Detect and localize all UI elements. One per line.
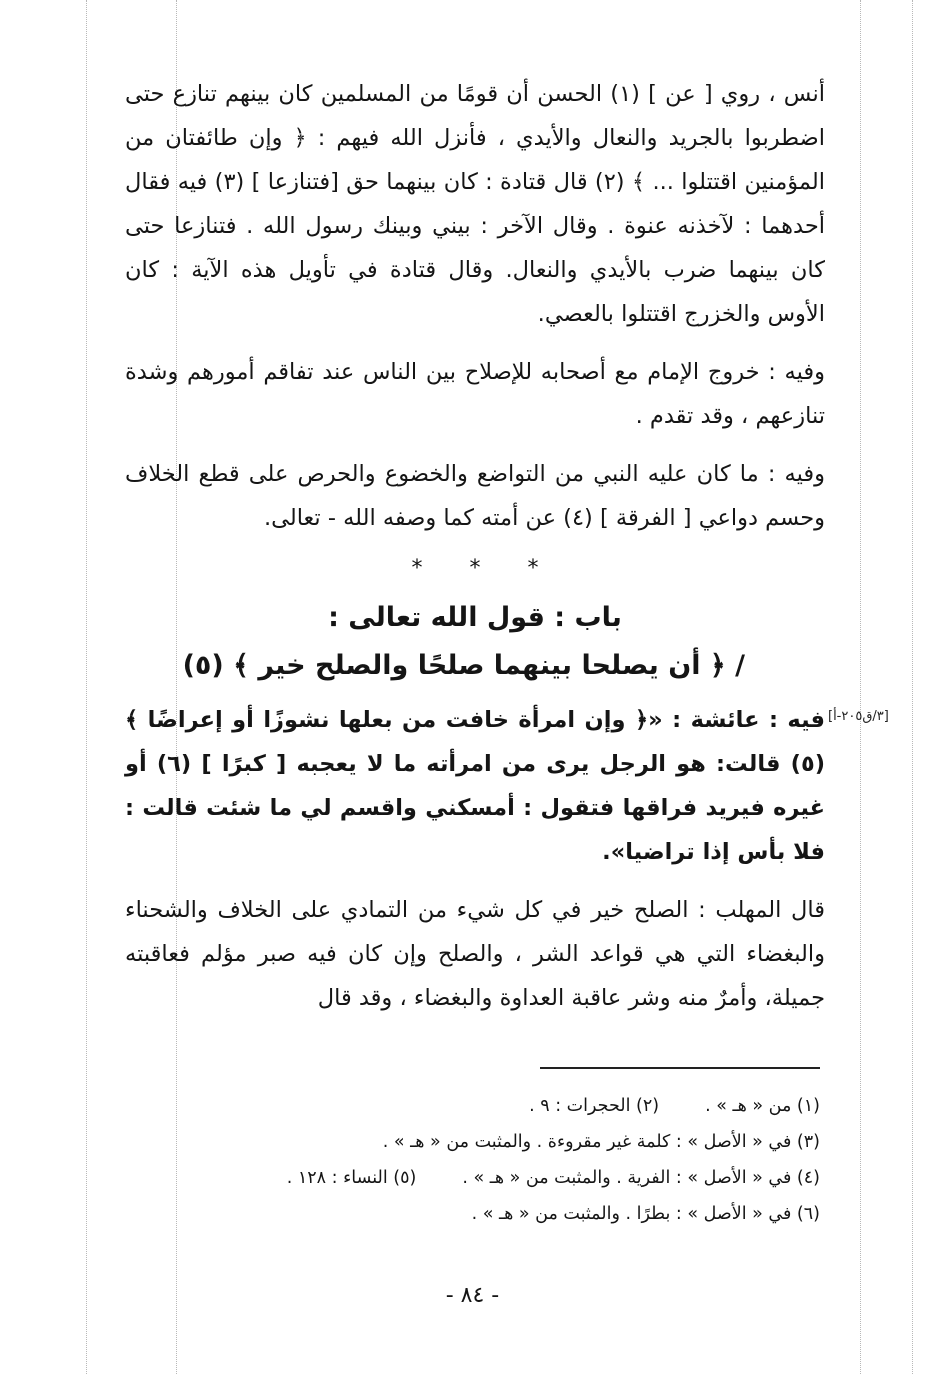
- hadith-paragraph: فيه : عائشة : «﴿ وإن امرأة خافت من بعلها نشوزًا أو إعراضًا ﴾ (٥) قالت: هو الرجل يرى من امرأته ما لا يعجبه [ كبرًا ] (٦) أو غيره فيريد فراقها فتقول : أمسكني واقسم لي ما شئت قالت : فلا بأس إذا تراضيا».: [125, 707, 825, 865]
- footnote-text: (٣) في « الأصل » : كلمة غير مقروءة . والمثبت من « هـ » .: [382, 1132, 820, 1152]
- body-paragraph-1: أنس ، روي [ عن ] (١) الحسن أن قومًا من المسلمين كان بينهم تنازع حتى اضطربوا بالجريد والنعال والأيدي ، فأنزل الله فيهم : ﴿ وإن طائفتان من المؤمنين اقتتلوا ... ﴾ (٢) قال قتادة : كان بينهما حق [فتنازعا ] (٣) فيه فقال أحدهما : لآخذنه عنوة . وقال الآخر : بيني وبينك رسول الله . فتنازعا حتى كان بينهما ضرب بالأيدي والنعال. وقال قتادة في تأويل هذه الآية : كان الأوس والخزرج اقتتلوا بالعصي.: [125, 81, 826, 327]
- footnotes: [130, 1088, 820, 1232]
- footnote-text: (١) من « هـ » .: [705, 1096, 820, 1116]
- body-paragraph-2: وفيه : خروج الإمام مع أصحابه للإصلاح بين الناس عند تفاقم أمورهم وشدة تنازعهم ، وقد تقدم .: [125, 359, 825, 429]
- footnote-separator: [540, 1067, 820, 1069]
- footnote-text: (٦) في « الأصل » : بطرًا . والمثبت من « هـ » .: [471, 1204, 820, 1224]
- footnote-line: [130, 1160, 820, 1196]
- footnote-line: [130, 1124, 820, 1160]
- body-paragraph-3: وفيه : ما كان عليه النبي من التواضع والخضوع والحرص على قطع الخلاف وحسم دواعي [ الفرقة ] (٤) عن أمته كما وصفه الله - تعالى.: [125, 461, 825, 531]
- page-body: [125, 72, 825, 1034]
- page-fold-line: [86, 0, 87, 1374]
- section-separator: * * *: [411, 556, 539, 581]
- page-fold-line: [912, 0, 913, 1374]
- commentary-paragraph: قال المهلب : الصلح خير في كل شيء من التمادي على الخلاف والشحناء والبغضاء التي هي قواعد الشر ، والصلح وإن كان فيه صبر مؤلم فعاقبته جميلة، وأمرٌ منه وشر عاقبة العداوة والبغضاء ، وقد قال: [125, 897, 825, 1011]
- footnote-line: [130, 1088, 820, 1124]
- footnote-text: (٤) في « الأصل » : الفرية . والمثبت من « هـ » .: [462, 1168, 820, 1188]
- footnote-text: (٥) النساء : ١٢٨ .: [286, 1168, 417, 1188]
- manuscript-folio-reference: [٣/ق٢٠٥-أ]: [828, 709, 889, 724]
- footnote-text: (٢) الحجرات : ٩ .: [529, 1096, 660, 1116]
- footnote-line: [130, 1196, 820, 1232]
- chapter-verse-heading: / ﴿ أن يصلحا بينهما صلحًا والصلح خير ﴾ (٥): [182, 650, 745, 681]
- chapter-heading: باب : قول الله تعالى :: [328, 602, 622, 633]
- page-number: - ٨٤ -: [445, 1283, 500, 1308]
- page-fold-line: [860, 0, 861, 1374]
